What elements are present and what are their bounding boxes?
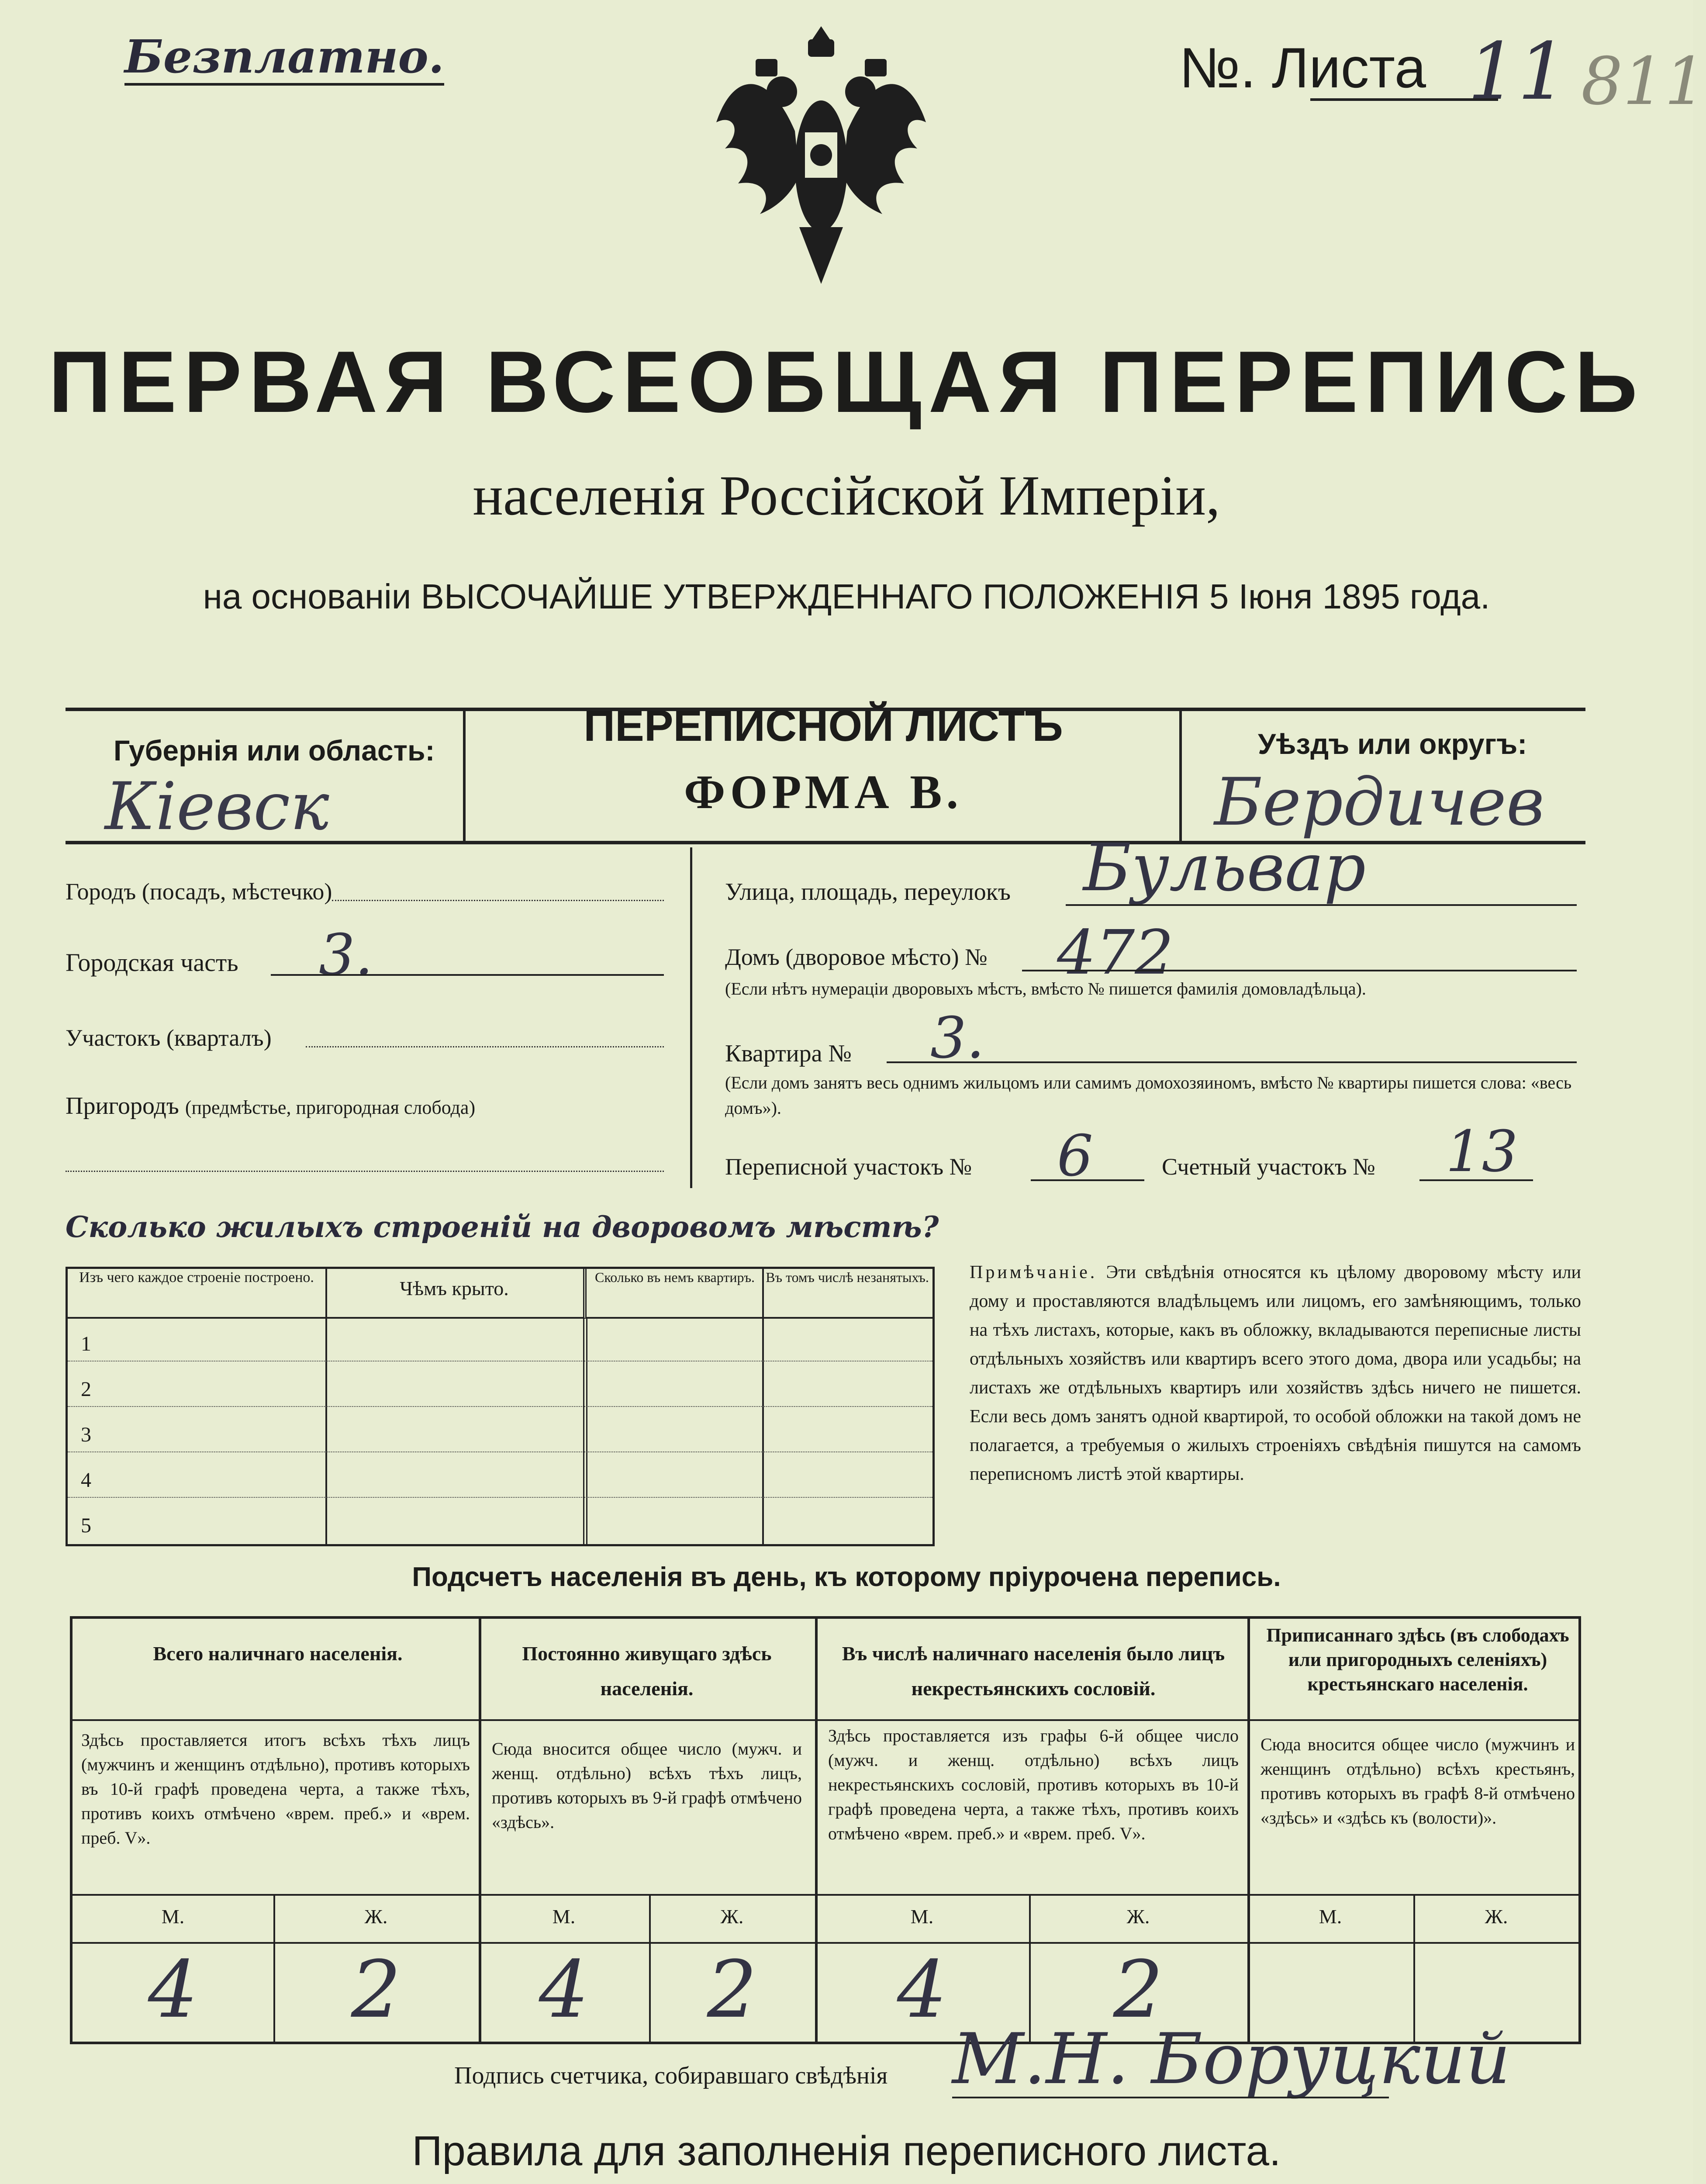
count-col2-desc: Сюда вносится общее число (мужч. и женщ. отдѣльно) всѣхъ тѣхъ лицъ, противъ которыхъ въ 9-й графѣ отмѣчено «здѣсь».: [492, 1739, 802, 1832]
form-name: ФОРМА В.: [684, 765, 963, 819]
street-label: Улица, площадь, переулокъ: [725, 878, 1011, 905]
count-value-nonpeasant-f: 2: [1113, 1944, 1164, 2035]
count-m-label: М.: [552, 1905, 576, 1928]
address-divider: [690, 847, 692, 1188]
city-label: Городъ (посадъ, мѣстечко): [66, 878, 332, 905]
count-m-label: М.: [910, 1905, 934, 1928]
archive-mark: 811: [1581, 44, 1706, 120]
main-title: ПЕРВАЯ ВСЕОБЩАЯ ПЕРЕПИСЬ: [48, 333, 1644, 431]
house-underline: [1022, 970, 1577, 971]
precinct-label: Участокъ (кварталъ): [66, 1025, 272, 1051]
note-block: [970, 1258, 1581, 1489]
province-label: Губернія или область:: [114, 734, 435, 767]
signature-value: М.Н. Боруцкий: [952, 2018, 1511, 2100]
census-precinct-underline: [1031, 1179, 1144, 1181]
census-precinct-value: 6: [1057, 1123, 1093, 1189]
buildings-col-divider: [762, 1317, 764, 1544]
buildings-row-numbers: [81, 1321, 91, 1548]
count-precinct-label: Счетный участокъ №: [1162, 1154, 1375, 1180]
city-part-value: 3.: [319, 922, 373, 988]
count-col4-desc: Сюда вносится общее число (мужчинъ и женщинъ отдѣльно) всѣхъ крестьянъ, противъ которыхъ въ графѣ 8-й отмѣчено «здѣсь» и «здѣсь къ (волости)».: [1261, 1735, 1575, 1828]
buildings-row-number: 1: [81, 1332, 91, 1355]
count-value-all-m: 4: [148, 1944, 198, 2035]
header-band-divider-left: [463, 708, 466, 841]
count-col3-desc: Здѣсь проставляется изъ графы 6-й общее число (мужч. и женщ. отдѣльно) всѣхъ лицъ некрестьянскихъ сословій, противъ которыхъ въ 10-й графѣ проведена черта, а также тѣхъ, противъ коихъ отмѣчено «врем. преб.» и «врем. преб. V».: [828, 1726, 1239, 1843]
buildings-col3-header: Сколько въ немъ квартиръ.: [587, 1269, 764, 1319]
buildings-row-number: 5: [81, 1514, 91, 1537]
street-value: Бульвар: [1083, 830, 1366, 906]
census-precinct-label: Переписной участокъ №: [725, 1154, 972, 1180]
buildings-row-number: 2: [81, 1378, 91, 1401]
apartment-note: (Если домъ занятъ весь однимъ жильцомъ или самимъ домохозяиномъ, вмѣсто № квартиры пишется слова: «весь домъ»).: [725, 1073, 1572, 1118]
count-f-label: Ж.: [364, 1905, 388, 1928]
buildings-col4-header: Въ томъ числѣ незанятыхъ.: [762, 1269, 932, 1319]
buildings-table: [66, 1267, 935, 1546]
city-underline: [332, 900, 664, 901]
sheet-number-label: №. Листа: [1179, 36, 1426, 100]
count-f-label: Ж.: [1485, 1905, 1508, 1928]
house-value: 472: [1057, 917, 1174, 988]
count-title-rule: [73, 1719, 1579, 1721]
count-table: [70, 1616, 1581, 2044]
count-desc-rule: [73, 1894, 1579, 1896]
signature-label: Подпись счетчика, собиравшаго свѣдѣнія: [454, 2062, 888, 2089]
note-text: Эти свѣдѣнія относятся къ цѣлому дворовому мѣсту или дому и проставляются владѣльцемъ или лицомъ, его замѣняющимъ, только на тѣхъ листахъ, которые, какъ въ обложку, вкладываются переписные листы отдѣльныхъ хозяйствъ или квартиръ всего этого дома, двора или усадьбы; на листахъ же отдѣльныхъ квартиръ или хозяйствъ здѣсь ничего не пишется. Если весь домъ занятъ одной квартирой, то особой обложки на такой домъ не полагается, а требуемыя о жилыхъ строеніяхъ свѣдѣнія пишутся на самомъ переписномъ листѣ этой квартиры.: [970, 1262, 1582, 1484]
count-value-resident-m: 4: [539, 1944, 589, 2035]
count-col1-title: Всего наличнаго населенія.: [153, 1642, 403, 1665]
suburb-label: [66, 1092, 475, 1120]
count-col4-title: Приписаннаго здѣсь (въ слободахъ или пригородныхъ селеніяхъ) крестьянскаго населенія.: [1266, 1624, 1569, 1695]
count-value-nonpeasant-m: 4: [897, 1944, 947, 2035]
rules-heading: Правила для заполненія переписного листа.: [412, 2128, 1281, 2174]
count-col-divider: [1247, 1619, 1250, 2042]
suburb-underline: [66, 1171, 664, 1172]
count-m-label: М.: [1319, 1905, 1342, 1928]
count-mf-rule: [73, 1942, 1579, 1944]
sheet-title: ПЕРЕПИСНОЙ ЛИСТЪ: [584, 702, 1063, 750]
note-label: Примѣчаніе.: [970, 1262, 1098, 1282]
header-band-divider-right: [1179, 708, 1182, 841]
suburb-label-text: Пригородъ: [66, 1092, 179, 1120]
apartment-value: 3.: [930, 1005, 985, 1071]
buildings-row-line: [68, 1406, 932, 1407]
district-value: Бердичев: [1214, 764, 1545, 840]
house-label: Домъ (дворовое мѣсто) №: [725, 944, 988, 970]
signature-underline: [952, 2097, 1389, 2098]
free-label: Безплатно.: [124, 31, 444, 86]
count-value-all-f: 2: [351, 1944, 401, 2035]
buildings-row-line: [68, 1497, 932, 1498]
legal-basis: на основаніи ВЫСОЧАЙШЕ УТВЕРЖДЕННАГО ПОЛОЖЕНІЯ 5 Іюня 1895 года.: [203, 577, 1490, 616]
buildings-row-number: 3: [81, 1423, 91, 1446]
count-col1-desc: Здѣсь проставляется итогъ всѣхъ тѣхъ лицъ (мужчинъ и женщинъ отдѣльно), противъ которыхъ въ 10-й графѣ проведена черта, а также тѣхъ, противъ коихъ отмѣчено «врем. преб.» и «врем. преб. V».: [81, 1730, 470, 1848]
province-value: Кіевск: [105, 769, 329, 845]
buildings-col1-header: Изъ чего каждое строеніе построено.: [68, 1269, 327, 1319]
count-col3-title: Въ числѣ наличнаго населенія было лицъ некрестьянскихъ сословій.: [842, 1642, 1225, 1700]
apartment-underline: [887, 1061, 1577, 1063]
street-underline: [1066, 904, 1577, 906]
count-f-label: Ж.: [720, 1905, 744, 1928]
buildings-col-divider: [325, 1317, 327, 1544]
buildings-col2-header: Чѣмъ крыто.: [325, 1269, 587, 1319]
count-heading: Подсчетъ населенія въ день, къ которому пріурочена перепись.: [412, 1562, 1281, 1592]
count-m-label: М.: [161, 1905, 185, 1928]
house-note: (Если нѣтъ нумераціи дворовыхъ мѣстъ, вмѣсто № пишется фамилія домовладѣльца).: [725, 979, 1366, 999]
count-col2-title: Постоянно живущаго здѣсь населенія.: [522, 1642, 772, 1700]
subtitle: населенія Россійской Имперіи,: [473, 464, 1220, 527]
buildings-row-number: 4: [81, 1469, 91, 1492]
count-value-resident-f: 2: [707, 1944, 757, 2035]
count-precinct-value: 13: [1446, 1118, 1518, 1185]
city-part-label: Городская часть: [66, 948, 238, 977]
apartment-label: Квартира №: [725, 1040, 852, 1067]
buildings-row-line: [68, 1451, 932, 1452]
sheet-number-value: 11: [1468, 26, 1568, 117]
precinct-underline: [306, 1046, 664, 1047]
city-part-underline: [271, 974, 664, 976]
double-headed-eagle-emblem: [708, 17, 935, 297]
count-precinct-underline: [1419, 1179, 1533, 1181]
count-f-label: Ж.: [1126, 1905, 1150, 1928]
buildings-row-line: [68, 1361, 932, 1362]
buildings-col-divider-double: [583, 1317, 587, 1544]
buildings-question: Сколько жилыхъ строеній на дворовомъ мѣстѣ?: [66, 1210, 939, 1244]
district-label: Уѣздъ или округъ:: [1258, 728, 1527, 760]
suburb-note: (предмѣстье, пригородная слобода): [185, 1097, 476, 1118]
sheet-number-underline: [1310, 98, 1498, 101]
